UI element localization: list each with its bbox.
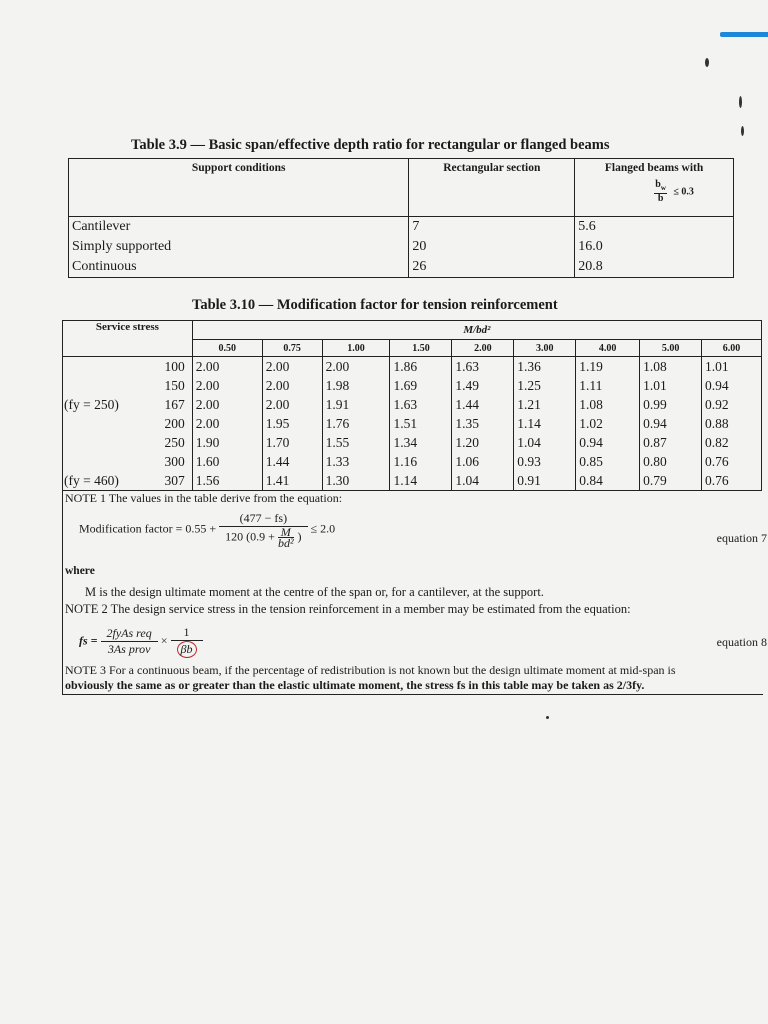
table-cell: 0.88 [702,414,762,433]
beta-b-circle-annotation: βb [177,641,197,658]
stress-value: 300 [164,454,185,469]
table-cell: 0.99 [640,395,702,414]
table-cell: 0.87 [640,433,702,452]
table-cell: 2.00 [192,357,262,377]
table-3-10 [62,320,762,491]
table-cell: 1.60 [192,452,262,471]
table-cell: 1.04 [452,471,514,491]
column-header: 5.00 [640,340,702,357]
note-1: NOTE 1 The values in the table derive from the equation: [65,491,343,505]
service-stress-cell [63,376,193,395]
note-3-line-2: obviously the same as or greater than the elastic ultimate moment, the stress fs in this table may be taken as 2/3fy. [65,678,645,692]
table-cell: 1.16 [390,452,452,471]
table-cell: 1.14 [390,471,452,491]
table-cell: 1.95 [262,414,322,433]
table-cell: 1.30 [322,471,390,491]
speck [546,716,549,719]
table-cell: 1.36 [514,357,576,377]
service-stress-cell [63,433,193,452]
table-cell: 1.63 [452,357,514,377]
table-row [63,452,762,471]
table-cell: 0.76 [702,471,762,491]
table-cell: 2.00 [262,376,322,395]
table-cell: 1.98 [322,376,390,395]
table-cell: 1.49 [452,376,514,395]
table-cell: 1.11 [576,376,640,395]
column-header: 3.00 [514,340,576,357]
table-cell: 2.00 [192,395,262,414]
stress-value: 307 [164,473,185,488]
service-stress-cell [63,395,193,414]
table-cell: 0.76 [702,452,762,471]
flanged-beams-label: Flanged beams with [604,162,704,174]
table-3-9 [68,158,734,278]
speck [739,96,742,108]
bw-over-b-fraction: $\frac{b_w}{b}$ [655,179,666,204]
m-definition: M is the design ultimate moment at the centre of the span or, for a cantilever, at the support. [85,585,544,599]
equation-7: Modification factor = 0.55 + (477 − fs) 120 (0.9 + $\frac{M}{\text{bd²}}$ ) ≤ 2.0 [79,511,336,550]
table-cell: 1.70 [262,433,322,452]
column-header: 0.50 [192,340,262,357]
table-row [63,414,762,433]
table-cell: 1.41 [262,471,322,491]
support-conditions-header: Support conditions [69,159,409,217]
table-cell: 0.80 [640,452,702,471]
rectangular-section-header: Rectangular section [409,159,575,217]
equation-7-fraction: (477 − fs) 120 (0.9 + $\frac{M}{\text{bd²}}$ ) [219,511,307,548]
table-cell: 1.63 [390,395,452,414]
service-stress-cell [63,357,193,377]
column-header: 4.00 [576,340,640,357]
table-cell: 1.76 [322,414,390,433]
table-cell: 1.33 [322,452,390,471]
service-stress-cell [63,471,193,491]
table-cell: 1.44 [262,452,322,471]
table-cell: 1.34 [390,433,452,452]
column-header: 6.00 [702,340,762,357]
table-cell: 0.82 [702,433,762,452]
table-cell: 1.14 [514,414,576,433]
stress-value: 167 [164,397,185,412]
table-cell: 0.79 [640,471,702,491]
service-stress-cell [63,452,193,471]
stress-value: 150 [164,378,185,393]
table-3-9-title: Table 3.9 — Basic span/effective depth ratio for rectangular or flanged beams [131,137,610,153]
equation-8: fs = 2fyAs req 3As prov × $\frac{1}{\beta b}$ [79,625,203,658]
stress-value: 200 [164,416,185,431]
table-cell: 2.00 [192,414,262,433]
stress-value: 250 [164,435,185,450]
flange-condition: $\frac{b_w}{b}$ ≤ 0.3 [655,179,694,204]
table-cell: 0.85 [576,452,640,471]
column-header: 0.75 [262,340,322,357]
blue-corner-mark [720,32,768,37]
note-2: NOTE 2 The design service stress in the tension reinforcement in a member may be estimated from the equation: [65,602,631,616]
table-cell: 1.86 [390,357,452,377]
table-cell: 1.44 [452,395,514,414]
service-stress-cell [63,414,193,433]
table-cell: 1.02 [576,414,640,433]
table-cell: 2.00 [262,357,322,377]
table-cell: 1.55 [322,433,390,452]
column-header: 1.50 [390,340,452,357]
where-label: where [65,565,95,577]
equation-8-label: equation 8 [716,635,767,649]
table-cell: 1.08 [640,357,702,377]
speck [741,126,744,136]
equation-7-label: equation 7 [716,531,767,545]
m-bd2-header: M/bd² [192,321,761,340]
column-header: 2.00 [452,340,514,357]
column-header: 1.00 [322,340,390,357]
table-cell: 1.25 [514,376,576,395]
table-cell: 0.91 [514,471,576,491]
table-row [63,395,762,414]
notes-section [62,491,767,695]
table-cell: 0.94 [702,376,762,395]
flanged-beams-header [575,159,734,217]
table-row: Simply supported 20 16.0 [69,237,734,257]
table-cell: 1.51 [390,414,452,433]
table-cell: 0.93 [514,452,576,471]
table-cell: 1.04 [514,433,576,452]
table-cell: 1.91 [322,395,390,414]
table-row [63,376,762,395]
speck [705,58,709,67]
table-cell: 1.06 [452,452,514,471]
fy-label: (fy = 460) [64,473,119,488]
table-cell: 1.01 [640,376,702,395]
table-cell: 2.00 [262,395,322,414]
table-cell: 1.20 [452,433,514,452]
table-cell: 1.21 [514,395,576,414]
table-cell: 1.90 [192,433,262,452]
table-row: Cantilever 7 5.6 [69,217,734,238]
table-cell: 1.01 [702,357,762,377]
table-cell: 1.19 [576,357,640,377]
table-cell: 2.00 [192,376,262,395]
table-cell: 0.92 [702,395,762,414]
table-cell: 1.69 [390,376,452,395]
service-stress-header: Service stress [63,321,193,357]
table-cell: 0.94 [576,433,640,452]
table-cell: 0.84 [576,471,640,491]
fy-label: (fy = 250) [64,397,119,412]
stress-value: 100 [164,359,185,374]
table-cell: 1.56 [192,471,262,491]
table-row: Continuous 26 20.8 [69,257,734,278]
table-cell: 2.00 [322,357,390,377]
table-row [63,471,762,491]
table-cell: 0.94 [640,414,702,433]
table-3-10-title: Table 3.10 — Modification factor for tension reinforcement [192,297,558,313]
table-row [63,433,762,452]
table-cell: 1.08 [576,395,640,414]
table-row [63,357,762,377]
table-cell: 1.35 [452,414,514,433]
note-3-line-1: NOTE 3 For a continuous beam, if the percentage of redistribution is not known but the design ultimate moment at mid-span is [65,663,676,677]
